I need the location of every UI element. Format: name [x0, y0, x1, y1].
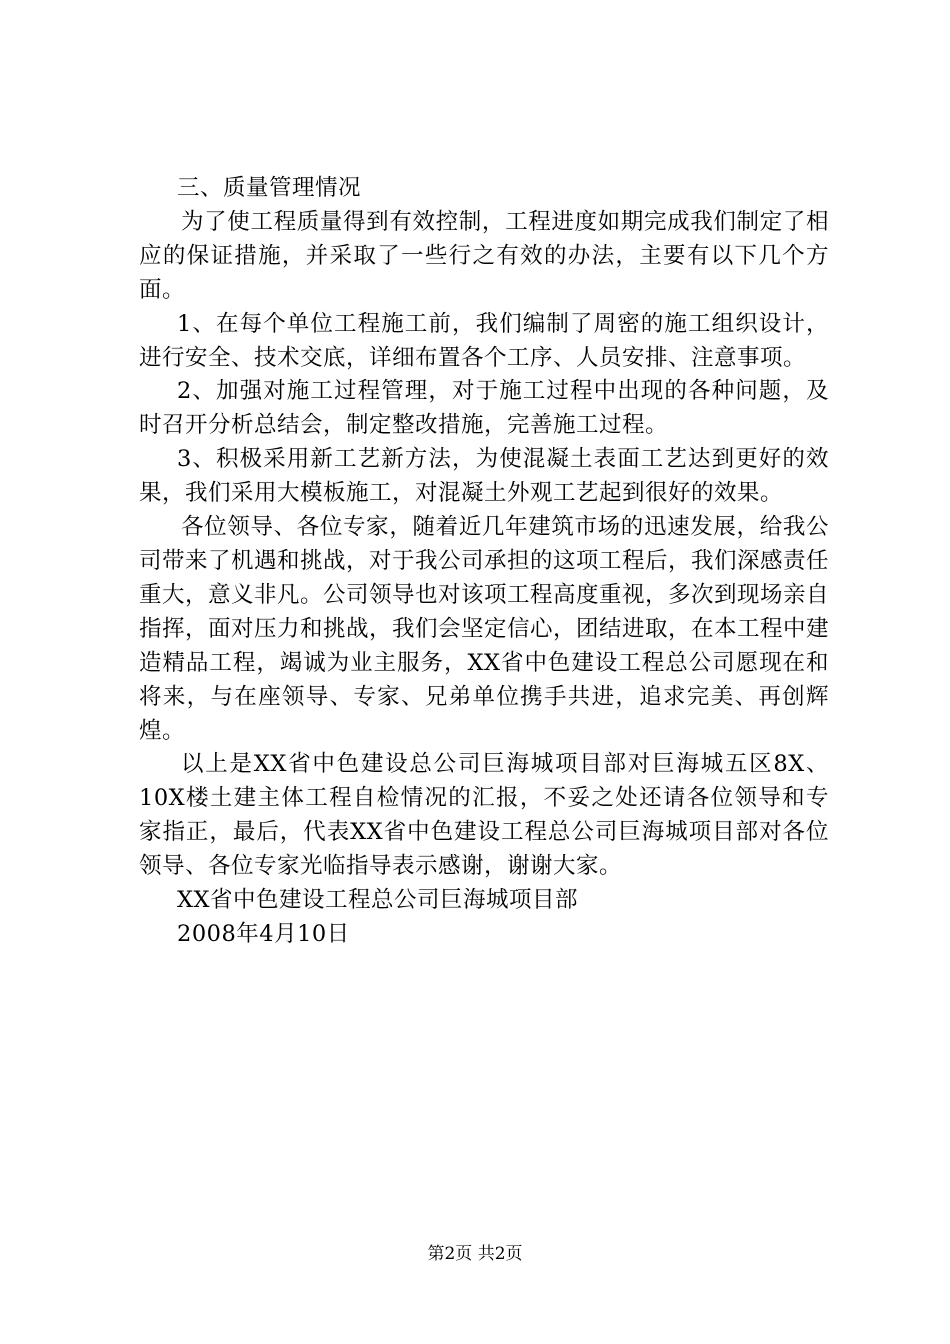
page-footer: 第2页 共2页 — [427, 1244, 523, 1264]
signature-line: XX省中色建设工程总公司巨海城项目部 — [177, 887, 579, 914]
measure-item-2: 2、加强对施工过程管理，对于施工过程中出现的各种问题，及时召开分析总结会，制定整改措施，完善施工过程。 — [139, 378, 829, 439]
measure-item-3: 3、积极采用新工艺新方法，为使混凝土表面工艺达到更好的效果，我们采用大模板施工，对混凝土外观工艺起到很好的效果。 — [139, 446, 829, 507]
date-line: 2008年4月10日 — [177, 920, 350, 947]
closing-paragraph-1: 各位领导、各位专家，随着近几年建筑市场的迅速发展，给我公司带来了机遇和挑战，对于我公司承担的这项工程后，我们深感责任重大，意义非凡。公司领导也对该项工程高度重视，多次到现场亲自指挥，面对压力和挑战，我们会坚定信心，团结进取，在本工程中建造精品工程，竭诚为业主服务，XX省中色建设工程总公司愿现在和将来，与在座领导、专家、兄弟单位携手共进，追求完美、再创辉煌。 — [139, 514, 830, 744]
document-body — [139, 172, 829, 952]
intro-paragraph: 为了使工程质量得到有效控制，工程进度如期完成我们制定了相应的保证措施，并采取了一些行之有效的办法，主要有以下几个方面。 — [139, 208, 829, 303]
closing-paragraph-2: 以上是XX省中色建设总公司巨海城项目部对巨海城五区8X、10X楼土建主体工程自检情况的汇报，不妥之处还请各位领导和专家指正，最后，代表XX省中色建设工程总公司巨海城项目部对各位领导、各位专家光临指导表示感谢，谢谢大家。 — [139, 751, 829, 880]
measure-item-1: 1、在每个单位工程施工前，我们编制了周密的施工组织设计，进行安全、技术交底，详细布置各个工序、人员安排、注意事项。 — [139, 310, 829, 371]
section-heading: 三、质量管理情况 — [177, 175, 362, 201]
